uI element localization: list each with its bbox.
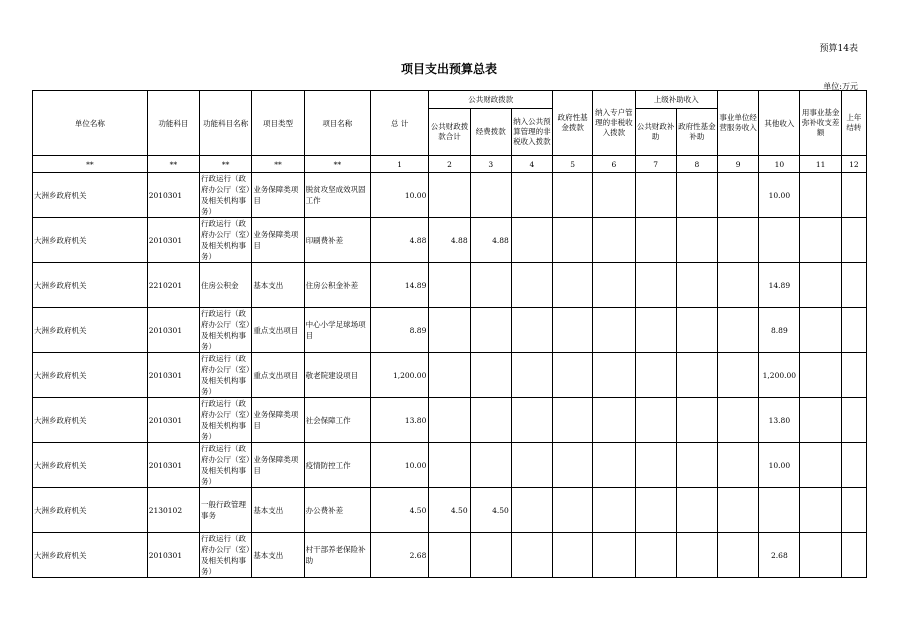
- cell-sup-public: [635, 308, 676, 353]
- cell-biz-fund: [800, 353, 841, 398]
- cell-unit-name: 大洲乡政府机关: [33, 308, 148, 353]
- column-number-cell: 10: [759, 156, 800, 173]
- cell-proj-name: 办公费补差: [304, 488, 370, 533]
- cell-other-income: 10.00: [759, 173, 800, 218]
- cell-sup-gov-fund: [676, 398, 717, 443]
- cell-public-fin-total: [429, 533, 470, 578]
- cell-total: 4.88: [371, 218, 429, 263]
- column-number-cell: **: [147, 156, 199, 173]
- cell-unit-name: 大洲乡政府机关: [33, 443, 148, 488]
- cell-sup-public: [635, 488, 676, 533]
- cell-sup-gov-fund: [676, 173, 717, 218]
- column-number-cell: **: [304, 156, 370, 173]
- cell-sup-gov-fund: [676, 308, 717, 353]
- cell-special-nontax: [593, 488, 635, 533]
- cell-gov-fund: [553, 308, 593, 353]
- cell-gov-fund: [553, 353, 593, 398]
- cell-nontax: [511, 353, 552, 398]
- header-other-income: 其他收入: [759, 91, 800, 156]
- cell-carryover: [841, 353, 866, 398]
- cell-other-income: 2.68: [759, 533, 800, 578]
- cell-total: 10.00: [371, 443, 429, 488]
- cell-special-nontax: [593, 533, 635, 578]
- table-row: [33, 263, 867, 308]
- header-carryover: 上年结转: [841, 91, 866, 156]
- cell-biz-income: [718, 218, 759, 263]
- cell-public-fin-total: 4.50: [429, 488, 470, 533]
- cell-public-fin-total: [429, 263, 470, 308]
- cell-public-fin-total: [429, 173, 470, 218]
- cell-total: 2.68: [371, 533, 429, 578]
- cell-biz-fund: [800, 533, 841, 578]
- header-public-fin: 公共财政拨款: [429, 91, 553, 109]
- cell-total: 10.00: [371, 173, 429, 218]
- cell-sup-public: [635, 398, 676, 443]
- cell-special-nontax: [593, 308, 635, 353]
- cell-sup-public: [635, 353, 676, 398]
- cell-other-income: [759, 488, 800, 533]
- cell-nontax: [511, 443, 552, 488]
- cell-func-name: 行政运行（政府办公厅（室）及相关机构事务）: [200, 398, 252, 443]
- header-func-name: 功能科目名称: [200, 91, 252, 156]
- cell-func-code: 2210201: [147, 263, 199, 308]
- cell-proj-type: 业务保障类项目: [252, 443, 304, 488]
- cell-biz-income: [718, 308, 759, 353]
- cell-unit-name: 大洲乡政府机关: [33, 353, 148, 398]
- cell-proj-type: 基本支出: [252, 533, 304, 578]
- header-biz-income: 事业单位经营服务收入: [718, 91, 759, 156]
- column-number-cell: 6: [593, 156, 635, 173]
- cell-special-nontax: [593, 263, 635, 308]
- cell-total: 13.80: [371, 398, 429, 443]
- cell-total: 4.50: [371, 488, 429, 533]
- cell-proj-name: 村干部养老保险补助: [304, 533, 370, 578]
- cell-fund-alloc: [470, 263, 511, 308]
- cell-total: 8.89: [371, 308, 429, 353]
- cell-proj-type: 基本支出: [252, 263, 304, 308]
- cell-biz-income: [718, 263, 759, 308]
- header-proj-name: 项目名称: [304, 91, 370, 156]
- cell-gov-fund: [553, 398, 593, 443]
- cell-proj-type: 业务保障类项目: [252, 173, 304, 218]
- header-superior: 上级补助收入: [635, 91, 717, 109]
- cell-unit-name: 大洲乡政府机关: [33, 398, 148, 443]
- column-number-cell: 11: [800, 156, 841, 173]
- cell-fund-alloc: [470, 308, 511, 353]
- cell-func-code: 2010301: [147, 533, 199, 578]
- cell-sup-public: [635, 218, 676, 263]
- cell-proj-name: 住房公积金补差: [304, 263, 370, 308]
- cell-proj-type: 重点支出项目: [252, 353, 304, 398]
- cell-unit-name: 大洲乡政府机关: [33, 488, 148, 533]
- cell-sup-gov-fund: [676, 218, 717, 263]
- cell-sup-public: [635, 443, 676, 488]
- cell-sup-gov-fund: [676, 533, 717, 578]
- cell-carryover: [841, 308, 866, 353]
- cell-special-nontax: [593, 353, 635, 398]
- cell-fund-alloc: [470, 398, 511, 443]
- cell-proj-type: 业务保障类项目: [252, 218, 304, 263]
- cell-total: 14.89: [371, 263, 429, 308]
- table-row: [33, 353, 867, 398]
- header-public-fin-total: 公共财政拨款合计: [429, 109, 470, 156]
- cell-func-code: 2010301: [147, 353, 199, 398]
- cell-gov-fund: [553, 488, 593, 533]
- header-fund-alloc: 经费拨款: [470, 109, 511, 156]
- cell-unit-name: 大洲乡政府机关: [33, 173, 148, 218]
- header-unit-name: 单位名称: [33, 91, 148, 156]
- cell-func-code: 2010301: [147, 398, 199, 443]
- column-number-cell: 12: [841, 156, 866, 173]
- column-number-cell: 5: [553, 156, 593, 173]
- column-number-row: [33, 156, 867, 173]
- cell-carryover: [841, 173, 866, 218]
- header-sup-gov-fund: 政府性基金补助: [676, 109, 717, 156]
- cell-func-code: 2010301: [147, 443, 199, 488]
- cell-nontax: [511, 308, 552, 353]
- cell-biz-fund: [800, 218, 841, 263]
- header-row-1: [33, 91, 867, 109]
- cell-proj-type: 基本支出: [252, 488, 304, 533]
- cell-gov-fund: [553, 443, 593, 488]
- table-row: [33, 533, 867, 578]
- header-func-code: 功能科目: [147, 91, 199, 156]
- table-row: [33, 173, 867, 218]
- cell-fund-alloc: [470, 353, 511, 398]
- cell-sup-gov-fund: [676, 488, 717, 533]
- table-row: [33, 443, 867, 488]
- cell-total: 1,200.00: [371, 353, 429, 398]
- cell-carryover: [841, 218, 866, 263]
- cell-public-fin-total: [429, 443, 470, 488]
- cell-proj-name: 中心小学足球场项目: [304, 308, 370, 353]
- cell-proj-name: 社会保障工作: [304, 398, 370, 443]
- cell-sup-gov-fund: [676, 443, 717, 488]
- cell-public-fin-total: [429, 398, 470, 443]
- cell-special-nontax: [593, 173, 635, 218]
- cell-biz-fund: [800, 398, 841, 443]
- cell-func-name: 行政运行（政府办公厅（室）及相关机构事务）: [200, 533, 252, 578]
- cell-unit-name: 大洲乡政府机关: [33, 533, 148, 578]
- cell-carryover: [841, 263, 866, 308]
- cell-fund-alloc: [470, 533, 511, 578]
- cell-gov-fund: [553, 218, 593, 263]
- cell-carryover: [841, 398, 866, 443]
- cell-biz-fund: [800, 173, 841, 218]
- cell-sup-gov-fund: [676, 263, 717, 308]
- header-total: 总 计: [371, 91, 429, 156]
- cell-sup-public: [635, 533, 676, 578]
- table-row: [33, 218, 867, 263]
- form-number: 预算14表: [819, 44, 858, 54]
- cell-proj-name: 敬老院建设项目: [304, 353, 370, 398]
- cell-func-name: 一般行政管理事务: [200, 488, 252, 533]
- header-gov-fund: 政府性基金拨款: [553, 91, 593, 156]
- cell-fund-alloc: [470, 443, 511, 488]
- cell-other-income: 13.80: [759, 398, 800, 443]
- table-row: [33, 398, 867, 443]
- cell-proj-name: 疫情防控工作: [304, 443, 370, 488]
- header-nontax: 纳入公共预算管理的非税收入拨款: [511, 109, 552, 156]
- cell-gov-fund: [553, 173, 593, 218]
- column-number-cell: **: [252, 156, 304, 173]
- cell-sup-gov-fund: [676, 353, 717, 398]
- cell-biz-income: [718, 443, 759, 488]
- column-number-cell: 8: [676, 156, 717, 173]
- cell-nontax: [511, 263, 552, 308]
- cell-unit-name: 大洲乡政府机关: [33, 263, 148, 308]
- cell-biz-income: [718, 398, 759, 443]
- table-row: [33, 308, 867, 353]
- cell-carryover: [841, 488, 866, 533]
- cell-func-name: 行政运行（政府办公厅（室）及相关机构事务）: [200, 353, 252, 398]
- cell-other-income: 10.00: [759, 443, 800, 488]
- cell-unit-name: 大洲乡政府机关: [33, 218, 148, 263]
- table-row: [33, 488, 867, 533]
- cell-nontax: [511, 488, 552, 533]
- header-special-nontax: 纳入专户管理的非税收入拨款: [593, 91, 635, 156]
- cell-func-name: 住房公积金: [200, 263, 252, 308]
- cell-func-code: 2130102: [147, 488, 199, 533]
- cell-nontax: [511, 218, 552, 263]
- column-number-cell: 9: [718, 156, 759, 173]
- column-number-cell: **: [33, 156, 148, 173]
- cell-proj-name: 脱贫攻坚成效巩固工作: [304, 173, 370, 218]
- cell-fund-alloc: [470, 173, 511, 218]
- cell-sup-public: [635, 263, 676, 308]
- cell-other-income: 1,200.00: [759, 353, 800, 398]
- cell-fund-alloc: 4.50: [470, 488, 511, 533]
- cell-public-fin-total: [429, 308, 470, 353]
- column-number-cell: 7: [635, 156, 676, 173]
- cell-biz-fund: [800, 443, 841, 488]
- cell-nontax: [511, 398, 552, 443]
- column-number-cell: 3: [470, 156, 511, 173]
- cell-biz-fund: [800, 308, 841, 353]
- cell-other-income: 8.89: [759, 308, 800, 353]
- cell-other-income: 14.89: [759, 263, 800, 308]
- header-proj-type: 项目类型: [252, 91, 304, 156]
- cell-proj-name: 印刷费补差: [304, 218, 370, 263]
- cell-gov-fund: [553, 263, 593, 308]
- cell-biz-income: [718, 353, 759, 398]
- cell-func-name: 行政运行（政府办公厅（室）及相关机构事务）: [200, 308, 252, 353]
- column-number-cell: 4: [511, 156, 552, 173]
- column-number-cell: 2: [429, 156, 470, 173]
- cell-public-fin-total: 4.88: [429, 218, 470, 263]
- header-sup-public: 公共财政补助: [635, 109, 676, 156]
- cell-fund-alloc: 4.88: [470, 218, 511, 263]
- header-biz-fund: 用事业基金弥补收支差额: [800, 91, 841, 156]
- unit-label: 单位:万元: [823, 82, 858, 91]
- cell-biz-fund: [800, 263, 841, 308]
- cell-carryover: [841, 443, 866, 488]
- budget-table: [32, 90, 867, 578]
- cell-special-nontax: [593, 443, 635, 488]
- cell-other-income: [759, 218, 800, 263]
- cell-special-nontax: [593, 398, 635, 443]
- cell-func-name: 行政运行（政府办公厅（室）及相关机构事务）: [200, 173, 252, 218]
- cell-proj-type: 业务保障类项目: [252, 398, 304, 443]
- cell-public-fin-total: [429, 353, 470, 398]
- cell-func-name: 行政运行（政府办公厅（室）及相关机构事务）: [200, 218, 252, 263]
- cell-biz-income: [718, 173, 759, 218]
- cell-func-name: 行政运行（政府办公厅（室）及相关机构事务）: [200, 443, 252, 488]
- cell-nontax: [511, 173, 552, 218]
- cell-func-code: 2010301: [147, 218, 199, 263]
- cell-biz-fund: [800, 488, 841, 533]
- column-number-cell: 1: [371, 156, 429, 173]
- cell-carryover: [841, 533, 866, 578]
- page-title: 项目支出预算总表: [400, 62, 497, 76]
- cell-gov-fund: [553, 533, 593, 578]
- cell-proj-type: 重点支出项目: [252, 308, 304, 353]
- cell-sup-public: [635, 173, 676, 218]
- column-number-cell: **: [200, 156, 252, 173]
- cell-func-code: 2010301: [147, 308, 199, 353]
- cell-biz-income: [718, 488, 759, 533]
- cell-biz-income: [718, 533, 759, 578]
- cell-special-nontax: [593, 218, 635, 263]
- cell-func-code: 2010301: [147, 173, 199, 218]
- cell-nontax: [511, 533, 552, 578]
